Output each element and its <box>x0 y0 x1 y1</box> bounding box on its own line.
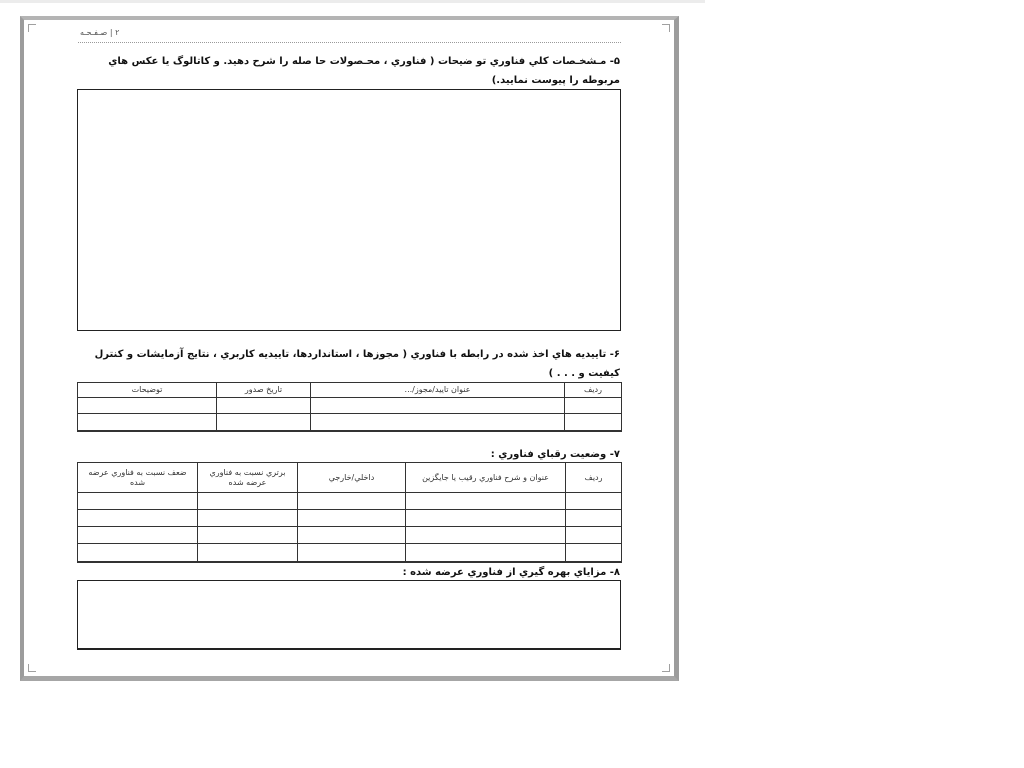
column-header-approval-title: عنوان تاييد/مجوز/... <box>311 383 565 398</box>
page-corner-mark <box>662 24 670 32</box>
table-cell[interactable] <box>566 510 622 527</box>
table-cell[interactable] <box>565 414 622 431</box>
table-cell[interactable] <box>78 544 198 562</box>
column-header-advantage: برتري نسبت به فناوري عرضه شده <box>198 463 298 493</box>
table-cell[interactable] <box>406 493 566 510</box>
competitors-table <box>77 462 622 563</box>
table-cell[interactable] <box>566 544 622 562</box>
table-cell[interactable] <box>406 544 566 562</box>
table-cell[interactable] <box>198 493 298 510</box>
viewer-top-strip <box>0 0 705 3</box>
table-cell[interactable] <box>78 510 198 527</box>
table-cell[interactable] <box>311 414 565 431</box>
column-header-description: توضيحات <box>78 383 217 398</box>
table-header-row <box>78 383 622 398</box>
section6-title: ۶- تاييديه هاي اخذ شده در رابطه با فناوري ( مجوزها ، استانداردها، تاييديه كاربري ، نتايج آزمايشات و كنترل كيفيت و . . . ) <box>94 349 620 379</box>
table-cell[interactable] <box>78 527 198 544</box>
table-cell[interactable] <box>78 398 217 414</box>
table-row <box>78 527 622 544</box>
column-header-weakness: ضعف نسبت به فناوري عرضه شده <box>78 463 198 493</box>
table-cell[interactable] <box>217 414 311 431</box>
table-cell[interactable] <box>406 527 566 544</box>
table-cell[interactable] <box>406 510 566 527</box>
section8-title: ۸- مزاياي بهره گيري از فناوري عرضه شده : <box>402 567 620 578</box>
table-cell[interactable] <box>78 493 198 510</box>
page-corner-mark <box>662 664 670 672</box>
section8-answer-box[interactable] <box>77 580 621 650</box>
table-cell[interactable] <box>298 510 406 527</box>
page-number: ۲ | صـفـحـه <box>80 28 120 37</box>
table-row <box>78 544 622 562</box>
table-row <box>78 398 622 414</box>
page-corner-mark <box>28 664 36 672</box>
column-header-competitor-title: عنوان و شرح فناوري رقيب يا جايگزين <box>406 463 566 493</box>
table-cell[interactable] <box>217 398 311 414</box>
page-header <box>78 27 621 43</box>
table-row <box>78 414 622 431</box>
table-row <box>78 493 622 510</box>
table-cell[interactable] <box>298 493 406 510</box>
table-header-row <box>78 463 622 493</box>
table-row <box>78 510 622 527</box>
table-cell[interactable] <box>311 398 565 414</box>
column-header-domestic-foreign: داخلي/خارجي <box>298 463 406 493</box>
section7-title: ۷- وضعيت رقباي فناوري : <box>490 449 620 460</box>
approvals-table <box>77 382 622 432</box>
column-header-row-number: رديف <box>565 383 622 398</box>
section5-title: ۵- مـشخـصات كلي فناوري تو ضيحات ( فناوري ، محـصولات حا صله را شرح دهيد. و كاتالوگ يا عكس هاي مربوطه را پيوست نماييد.) <box>108 56 620 86</box>
column-header-issue-date: تاريخ صدور <box>217 383 311 398</box>
section5-answer-box[interactable] <box>77 89 621 331</box>
table-cell[interactable] <box>566 527 622 544</box>
table-cell[interactable] <box>298 544 406 562</box>
table-cell[interactable] <box>566 493 622 510</box>
table-cell[interactable] <box>565 398 622 414</box>
page-corner-mark <box>28 24 36 32</box>
table-cell[interactable] <box>198 544 298 562</box>
column-header-row-number: رديف <box>566 463 622 493</box>
table-cell[interactable] <box>78 414 217 431</box>
table-cell[interactable] <box>298 527 406 544</box>
table-cell[interactable] <box>198 510 298 527</box>
table-cell[interactable] <box>198 527 298 544</box>
